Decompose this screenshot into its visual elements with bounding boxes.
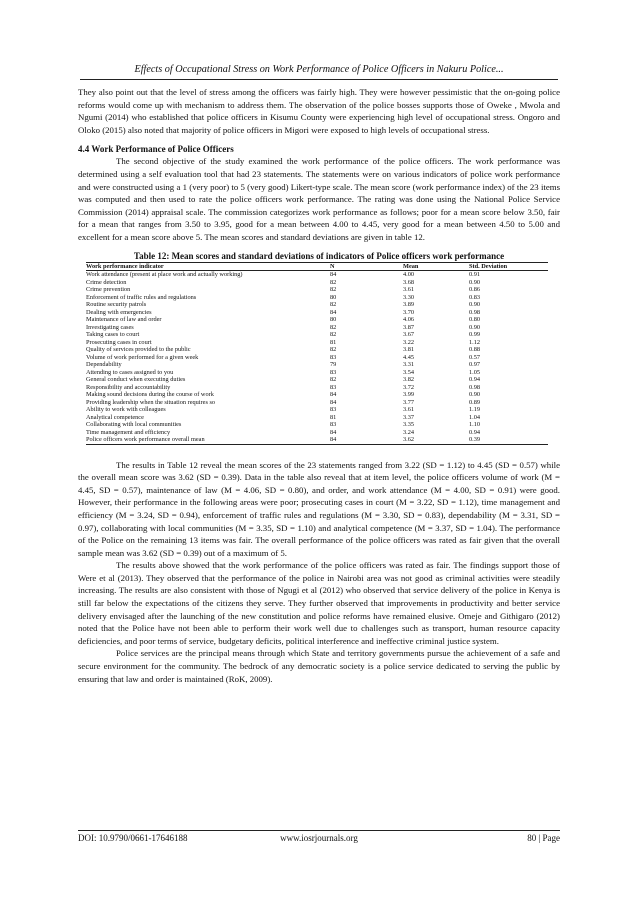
- indicator-cell: Routine security patrols: [86, 301, 147, 309]
- n-cell: 82: [330, 278, 337, 286]
- n-cell: 82: [330, 286, 337, 294]
- sd-cell: 1.04: [469, 413, 481, 421]
- footer-website: www.iosrjournals.org: [280, 833, 358, 843]
- sd-cell: 0.90: [469, 391, 481, 399]
- page-content: [78, 86, 560, 685]
- indicator-cell: Analytical competence: [86, 413, 144, 421]
- n-cell: 81: [330, 338, 337, 346]
- indicator-cell: Making sound decisions during the course of work: [86, 391, 214, 399]
- mean-cell: 3.68: [403, 278, 415, 286]
- mean-cell: 3.82: [403, 376, 415, 384]
- indicator-cell: Investigating cases: [86, 323, 134, 331]
- column-header: Std. Deviation: [469, 262, 548, 271]
- n-cell: 82: [330, 346, 337, 354]
- paragraph: The results above showed that the work performance of the police officers was rated as fair. The findings support those of Were et al (2013). They observed that the performance of the police in Nairobi area was not good as criminal activities were steadily increasing. The results are also consistent with those of Ngugi et al (2012) who observed that service delivery of the police in Kenya is still far below the expectations of the citizens they serve. They further observed that improvements in productivity and better service delivery envisaged after the launching of the new constitution and police reforms have remained elusive. Omeje and Githigaro (2012) noted that the Police have not been able to perform their work well due to challenges such as transport, human resource capacity deficiencies, and poor terms of service, budgetary deficits, political interference and ineffective criminal justice system.: [78, 560, 560, 646]
- sd-cell: 0.99: [469, 331, 481, 339]
- n-cell: 84: [330, 391, 337, 399]
- mean-cell: 3.61: [403, 286, 415, 294]
- n-cell: 81: [330, 413, 337, 421]
- n-cell: 80: [330, 293, 337, 301]
- indicator-cell: Volume of work performed for a given week: [86, 353, 199, 361]
- mean-cell: 3.77: [403, 398, 415, 406]
- indicator-cell: Dealing with emergencies: [86, 308, 152, 316]
- indicator-cell: Collaborating with local communities: [86, 421, 182, 429]
- indicator-cell: Ability to work with colleagues: [86, 406, 166, 414]
- indicator-cell: Crime detection: [86, 278, 127, 286]
- n-cell: 84: [330, 308, 337, 316]
- table-row: [86, 339, 548, 347]
- column-header: Mean: [403, 262, 469, 271]
- sd-cell: 0.97: [469, 361, 481, 369]
- table-row: [86, 391, 548, 399]
- sd-cell: 0.57: [469, 353, 481, 361]
- n-cell: 84: [330, 398, 337, 406]
- sd-cell: 1.12: [469, 338, 481, 346]
- table-row: [86, 286, 548, 294]
- mean-cell: 3.22: [403, 338, 415, 346]
- sd-cell: 1.19: [469, 406, 481, 414]
- mean-cell: 3.54: [403, 368, 415, 376]
- mean-cell: 3.99: [403, 391, 415, 399]
- footer-doi: DOI: 10.9790/0661-17646188: [78, 833, 188, 843]
- n-cell: 79: [330, 361, 337, 369]
- indicator-cell: Responsibility and accountability: [86, 383, 171, 391]
- indicator-cell: Quality of services provided to the public: [86, 346, 191, 354]
- mean-cell: 3.89: [403, 301, 415, 309]
- indicator-cell: General conduct when executing duties: [86, 376, 186, 384]
- table-row: [86, 346, 548, 354]
- mean-cell: 3.61: [403, 406, 415, 414]
- mean-cell: 3.30: [403, 293, 415, 301]
- table-row: [86, 384, 548, 392]
- paragraph: The results in Table 12 reveal the mean scores of the 23 statements ranged from 3.22 (SD = 1.12) to 4.45 (SD = 0.57) while the overall mean score was 3.62 (SD = 0.39). Data in the table also reveal that at item level, the police officers volume of work (M = 4.45, SD = 0.57), maintenance of law (M = 4.06, SD = 0.80), and order, and work attendance (M = 4.00, SD = 0.91) were good. However, their performance in the following areas were poor; prosecuting cases in court (M = 3.22, SD = 1.12), time management and efficiency (M = 3.24, SD = 0.94), enforcement of traffic rules and regulations (M = 3.30, SD = 0.83), dependability (M = 3.31, SD = 0.97), collaborating with local communities (M = 3.35, SD = 1.10) and analytical competence (M = 3.37, SD = 1.04). The performance of the Police on the remaining 13 items was fair. The overall performance of the police officers was rated as fair given that the overall sample mean was 3.62 (SD = 0.39) out of a maximum of 5.: [78, 459, 560, 558]
- results-table: [86, 262, 548, 445]
- indicator-cell: Enforcement of traffic rules and regulations: [86, 293, 197, 301]
- n-cell: 82: [330, 301, 337, 309]
- sd-cell: 0.80: [469, 316, 481, 324]
- sd-cell: 0.98: [469, 308, 481, 316]
- n-cell: 84: [330, 271, 337, 279]
- table-caption: Table 12: Mean scores and standard deviations of indicators of Police officers work performance: [133, 250, 505, 261]
- mean-cell: 4.45: [403, 353, 415, 361]
- indicator-cell: Taking cases to court: [86, 331, 140, 339]
- mean-cell: 3.35: [403, 421, 415, 429]
- table-header-row: [86, 262, 548, 271]
- table-row: [86, 406, 548, 414]
- mean-cell: 3.81: [403, 346, 415, 354]
- indicator-cell: Providing leadership when the situation requires so: [86, 398, 216, 406]
- table-row: [86, 294, 548, 302]
- n-cell: 82: [330, 331, 337, 339]
- n-cell: 83: [330, 406, 337, 414]
- table-row: [86, 354, 548, 362]
- sd-cell: 1.05: [469, 368, 481, 376]
- indicator-cell: Police officers work performance overall mean: [86, 436, 330, 444]
- n-cell: 80: [330, 316, 337, 324]
- sd-cell: 0.94: [469, 376, 481, 384]
- paragraph: The second objective of the study examined the work performance of the police officers. The work performance was determined using a self evaluation tool that had 23 statements. The statements were on various indicators of police work performance and were constructed using a 1 (very poor) to 5 (very good) Likert-type scale. The mean score (work performance index) of the 23 items was computed and then used to rate the police officers work performance. The rating was done using the National Police Service Commission (2014) appraisal scale. The commission categorizes work performance as follows; poor for a mean score below 3.50, fair for a mean that ranges from 3.50 to 3.95, good for a mean between 4.00 to 4.45, very good for a mean between 4.50 to 5.00 and excellent for a mean score above 5. The mean scores and standard deviations are given in table 12.: [78, 156, 560, 242]
- table-row: [86, 324, 548, 332]
- footer-page-number: 80 | Page: [527, 833, 560, 843]
- table-row: [86, 301, 548, 309]
- table-row: [86, 421, 548, 429]
- footer-rule: [78, 830, 560, 831]
- mean-cell: 4.00: [403, 271, 415, 279]
- indicator-cell: Attending to cases assigned to you: [86, 368, 174, 376]
- sd-cell: 0.90: [469, 301, 481, 309]
- header-rule: [80, 79, 558, 80]
- indicator-cell: Dependability: [86, 361, 122, 369]
- table-row: [86, 271, 548, 279]
- table-row: [86, 429, 548, 437]
- mean-cell: 3.87: [403, 323, 415, 331]
- sd-cell: 0.39: [469, 436, 548, 444]
- mean-cell: 3.31: [403, 361, 415, 369]
- n-cell: 83: [330, 421, 337, 429]
- table-row: [86, 361, 548, 369]
- indicator-cell: Work attendance (present at place work and actually working): [86, 271, 243, 279]
- table-row: [86, 414, 548, 422]
- table-row: [86, 399, 548, 407]
- sd-cell: 0.90: [469, 278, 481, 286]
- sd-cell: 0.83: [469, 293, 481, 301]
- n-cell: 84: [330, 428, 337, 436]
- column-header: Work performance indicator: [86, 262, 330, 271]
- sd-cell: 0.91: [469, 271, 481, 279]
- section-heading: 4.4 Work Performance of Police Officers: [78, 144, 234, 155]
- sd-cell: 0.98: [469, 383, 481, 391]
- paragraph: They also point out that the level of stress among the officers was fairly high. They were however pessimistic that the on-going police reforms would come up with mechanism to address them. The observation of the police bosses supports those of Oweke , Mwola and Ngumi (2014) who established that police officers in Kisumu County were experiencing high level of occupational stress. Ongoro and Oloko (2015) also noted that majority of police officers in Migori were exposed to high levels of occupational stress.: [78, 87, 560, 135]
- indicator-cell: Time management and efficiency: [86, 428, 171, 436]
- mean-cell: 4.06: [403, 316, 415, 324]
- sd-cell: 1.10: [469, 421, 481, 429]
- paragraph: Police services are the principal means through which State and territory governments pursue the achievement of a safe and secure environment for the community. The bedrock of any democratic society is a police service dedicated to serving the public by ensuring that law and order is maintained (RoK, 2009).: [78, 648, 560, 684]
- n-cell: 83: [330, 368, 337, 376]
- discussion: [78, 459, 560, 686]
- column-header: N: [330, 262, 403, 271]
- sd-cell: 0.86: [469, 286, 481, 294]
- running-header: Effects of Occupational Stress on Work Performance of Police Officers in Nakuru Police...: [134, 64, 504, 75]
- n-cell: 82: [330, 323, 337, 331]
- sd-cell: 0.90: [469, 323, 481, 331]
- indicator-cell: Maintenance of law and order: [86, 316, 162, 324]
- mean-cell: 3.24: [403, 428, 415, 436]
- sd-cell: 0.94: [469, 428, 481, 436]
- mean-cell: 3.72: [403, 383, 415, 391]
- table-row: [86, 436, 548, 444]
- table-row: [86, 279, 548, 287]
- table-row: [86, 331, 548, 339]
- table-row: [86, 309, 548, 317]
- n-cell: 83: [330, 383, 337, 391]
- sd-cell: 0.88: [469, 346, 481, 354]
- table-row: [86, 316, 548, 324]
- indicator-cell: Prosecuting cases in court: [86, 338, 152, 346]
- table-row: [86, 376, 548, 384]
- table-row: [86, 369, 548, 377]
- indicator-cell: Crime prevention: [86, 286, 131, 294]
- table-body: [86, 271, 548, 445]
- mean-cell: 3.67: [403, 331, 415, 339]
- mean-cell: 3.70: [403, 308, 415, 316]
- n-cell: 83: [330, 353, 337, 361]
- mean-cell: 3.62: [403, 436, 469, 444]
- n-cell: 82: [330, 376, 337, 384]
- mean-cell: 3.37: [403, 413, 415, 421]
- n-cell: 84: [330, 436, 403, 444]
- sd-cell: 0.89: [469, 398, 481, 406]
